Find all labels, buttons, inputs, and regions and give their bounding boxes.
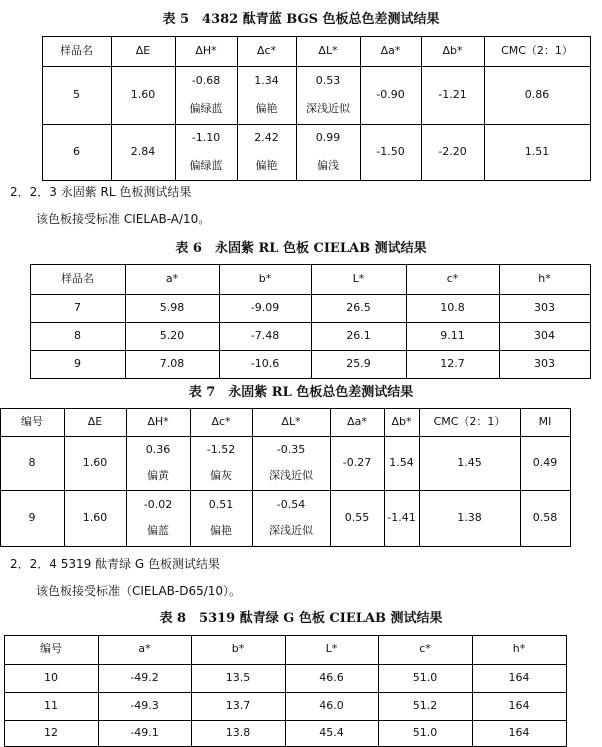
- section-223-text: 该色板接受标准 CIELAB-A/10。: [36, 212, 211, 226]
- table-rule: [406, 264, 407, 379]
- table-cell: 164: [508, 726, 530, 739]
- header-cell: ΔE: [87, 415, 103, 428]
- table-cell: -49.1: [130, 726, 159, 739]
- header-cell: ΔL*: [281, 415, 301, 428]
- table-rule: [419, 408, 420, 547]
- table-rule: [0, 546, 571, 547]
- table-rule: [296, 36, 297, 181]
- table-rule: [384, 408, 385, 547]
- header-cell: h*: [512, 642, 526, 655]
- table-cell: -1.10: [191, 131, 221, 144]
- table-cell: 0.51: [208, 498, 234, 511]
- table-cell: -2.20: [438, 145, 467, 158]
- table-cell: 10.8: [440, 301, 465, 314]
- section-223-heading: 2．2．3 永固紫 RL 色板测试结果: [10, 185, 192, 199]
- table-cell: 26.5: [346, 301, 371, 314]
- header-cell: Δc*: [211, 415, 231, 428]
- table-rule: [42, 180, 591, 181]
- table-cell: 11: [44, 699, 58, 712]
- table-cell: -1.52: [206, 443, 236, 456]
- table-cell: 304: [534, 329, 555, 342]
- table-cell: 0.86: [524, 88, 550, 101]
- header-cell: a*: [138, 642, 151, 655]
- header-cell: b*: [258, 272, 272, 285]
- table-rule: [98, 635, 99, 747]
- table-cell: 303: [534, 357, 555, 370]
- table-cell: 1.34: [254, 74, 279, 87]
- header-cell: b*: [231, 642, 245, 655]
- table-cell: 1.60: [82, 456, 108, 469]
- table-cell: -10.6: [250, 357, 280, 370]
- table-rule: [285, 635, 286, 747]
- table-cell: 0.55: [344, 511, 370, 524]
- table-cell-note: 深浅近似: [306, 102, 350, 115]
- table-cell: 13.5: [225, 671, 251, 684]
- header-cell: ΔH*: [195, 44, 217, 57]
- table6-caption: 表 6 永固紫 RL 色板 CIELAB 测试结果: [175, 241, 427, 256]
- table-cell: 1.38: [457, 511, 482, 524]
- table-cell-note: 深浅近似: [269, 524, 313, 537]
- table-rule: [0, 408, 571, 409]
- table-cell-note: 偏灰: [210, 469, 232, 482]
- table-cell: -0.27: [342, 456, 372, 469]
- table-cell: 51.0: [412, 726, 438, 739]
- table-cell: -9.09: [250, 301, 280, 314]
- table-rule: [237, 36, 238, 181]
- table-cell-note: 偏艳: [255, 159, 278, 172]
- table-cell: 7: [74, 301, 81, 314]
- table-rule: [360, 36, 361, 181]
- table-cell: 12: [44, 726, 58, 739]
- table-rule: [125, 264, 126, 379]
- table-rule: [330, 408, 331, 547]
- table-rule: [0, 408, 1, 547]
- header-cell: h*: [538, 272, 551, 285]
- header-cell: L*: [325, 642, 338, 655]
- table-cell: 9: [74, 357, 81, 370]
- table-rule: [42, 124, 591, 125]
- table-cell: 46.6: [319, 671, 344, 684]
- table-cell: 12.7: [440, 357, 465, 370]
- table-rule: [484, 36, 485, 181]
- table-cell: 2.42: [254, 131, 279, 144]
- table-cell: 164: [508, 671, 530, 684]
- table-cell: 25.9: [346, 357, 371, 370]
- section-224-text: 该色板接受标准（CIELAB-D65/10）。: [36, 584, 242, 598]
- header-cell: 样品名: [61, 272, 94, 285]
- header-cell: 编号: [40, 642, 62, 655]
- table-cell: 1.60: [82, 511, 108, 524]
- table-cell-note: 偏绿蓝: [189, 102, 223, 115]
- table-cell: 13.8: [225, 726, 251, 739]
- header-cell: CMC（2：1）: [501, 44, 573, 57]
- header-cell: ΔH*: [147, 415, 169, 428]
- table-cell: 10: [44, 671, 58, 684]
- table-cell-note: 偏艳: [210, 524, 232, 537]
- table-rule: [421, 36, 422, 181]
- table-cell-note: 偏绿蓝: [189, 159, 223, 172]
- table-cell: -1.21: [438, 88, 467, 101]
- table-cell: 45.4: [319, 726, 344, 739]
- table-cell: 13.7: [225, 699, 251, 712]
- table-cell: 5.20: [159, 329, 185, 342]
- table-cell: -1.41: [387, 511, 416, 524]
- table-rule: [0, 436, 571, 437]
- table-cell: -1.50: [376, 145, 405, 158]
- header-cell: MI: [538, 415, 552, 428]
- table-rule: [190, 408, 191, 547]
- table-cell: -49.2: [130, 671, 159, 684]
- header-cell: Δa*: [347, 415, 367, 428]
- table-rule: [219, 264, 220, 379]
- table-rule: [520, 408, 521, 547]
- table-cell: -0.90: [376, 88, 405, 101]
- table-rule: [590, 36, 591, 181]
- table-cell: 8: [28, 456, 36, 469]
- table-cell: 5: [73, 88, 80, 101]
- table-cell-note: 偏蓝: [147, 524, 169, 537]
- header-cell: c*: [446, 272, 459, 285]
- table-rule: [570, 408, 571, 547]
- header-cell: c*: [419, 642, 431, 655]
- table-rule: [378, 635, 379, 747]
- table-cell: -0.68: [191, 74, 221, 87]
- header-cell: ΔL*: [318, 44, 338, 57]
- table-cell: 26.1: [346, 329, 371, 342]
- table-cell: 1.60: [130, 88, 156, 101]
- table-rule: [64, 408, 65, 547]
- table-rule: [175, 36, 176, 181]
- table-cell: 0.49: [532, 456, 558, 469]
- table-cell: 2.84: [130, 145, 156, 158]
- table7-caption: 表 7 永固紫 RL 色板总色差测试结果: [188, 385, 414, 400]
- header-cell: a*: [165, 272, 179, 285]
- table-cell: 51.0: [412, 671, 438, 684]
- table-cell: -0.54: [276, 498, 306, 511]
- table-rule: [252, 408, 253, 547]
- table-cell: 5.98: [159, 301, 185, 314]
- table-cell-note: 深浅近似: [269, 469, 313, 482]
- table-cell: 0.36: [145, 443, 171, 456]
- table-cell: 8: [74, 329, 81, 342]
- header-cell: 编号: [21, 415, 43, 428]
- table-cell: 1.51: [524, 145, 550, 158]
- header-cell: ΔE: [135, 44, 151, 57]
- section-224-heading: 2．2．4 5319 酞青绿 G 色板测试结果: [10, 557, 221, 571]
- table-cell: 0.53: [315, 74, 341, 87]
- table-cell: -0.02: [143, 498, 173, 511]
- header-cell: 样品名: [60, 44, 93, 57]
- table-rule: [472, 635, 473, 747]
- header-cell: Δb*: [442, 44, 463, 57]
- table-rule: [311, 264, 312, 379]
- table-cell: 1.54: [389, 456, 414, 469]
- table-rule: [191, 635, 192, 747]
- table-cell: 7.08: [159, 357, 185, 370]
- table-rule: [590, 264, 591, 379]
- table-cell: 0.99: [315, 131, 341, 144]
- table-rule: [0, 490, 571, 491]
- table-cell: -7.48: [250, 329, 280, 342]
- table-rule: [42, 66, 591, 67]
- table-cell: 51.2: [412, 699, 438, 712]
- header-cell: Δc*: [256, 44, 277, 57]
- table-cell: 303: [534, 301, 555, 314]
- table-rule: [499, 264, 500, 379]
- header-cell: L*: [352, 272, 365, 285]
- table-cell: 164: [508, 699, 530, 712]
- table-cell: 9.11: [440, 329, 465, 342]
- table-cell: 0.58: [532, 511, 558, 524]
- table-rule: [4, 635, 5, 747]
- table-cell: -0.35: [276, 443, 306, 456]
- table-rule: [42, 36, 43, 181]
- table8-caption: 表 8 5319 酞青绿 G 色板 CIELAB 测试结果: [159, 611, 443, 626]
- header-cell: Δa*: [380, 44, 401, 57]
- table-rule: [126, 408, 127, 547]
- table5-caption: 表 5 4382 酞青蓝 BGS 色板总色差测试结果: [162, 12, 440, 27]
- table-cell: 1.45: [457, 456, 482, 469]
- table-cell: 46.0: [319, 699, 344, 712]
- table-cell-note: 偏艳: [255, 102, 278, 115]
- table-cell: -49.3: [130, 699, 159, 712]
- table-rule: [30, 264, 31, 379]
- table-cell-note: 偏浅: [317, 159, 339, 172]
- table-cell: 9: [28, 511, 36, 524]
- table-rule: [42, 36, 591, 37]
- table-rule: [111, 36, 112, 181]
- header-cell: CMC（2：1）: [433, 415, 506, 428]
- table-rule: [566, 635, 567, 747]
- table-cell-note: 偏黄: [147, 469, 169, 482]
- table-cell: 6: [73, 145, 80, 158]
- header-cell: Δb*: [391, 415, 412, 428]
